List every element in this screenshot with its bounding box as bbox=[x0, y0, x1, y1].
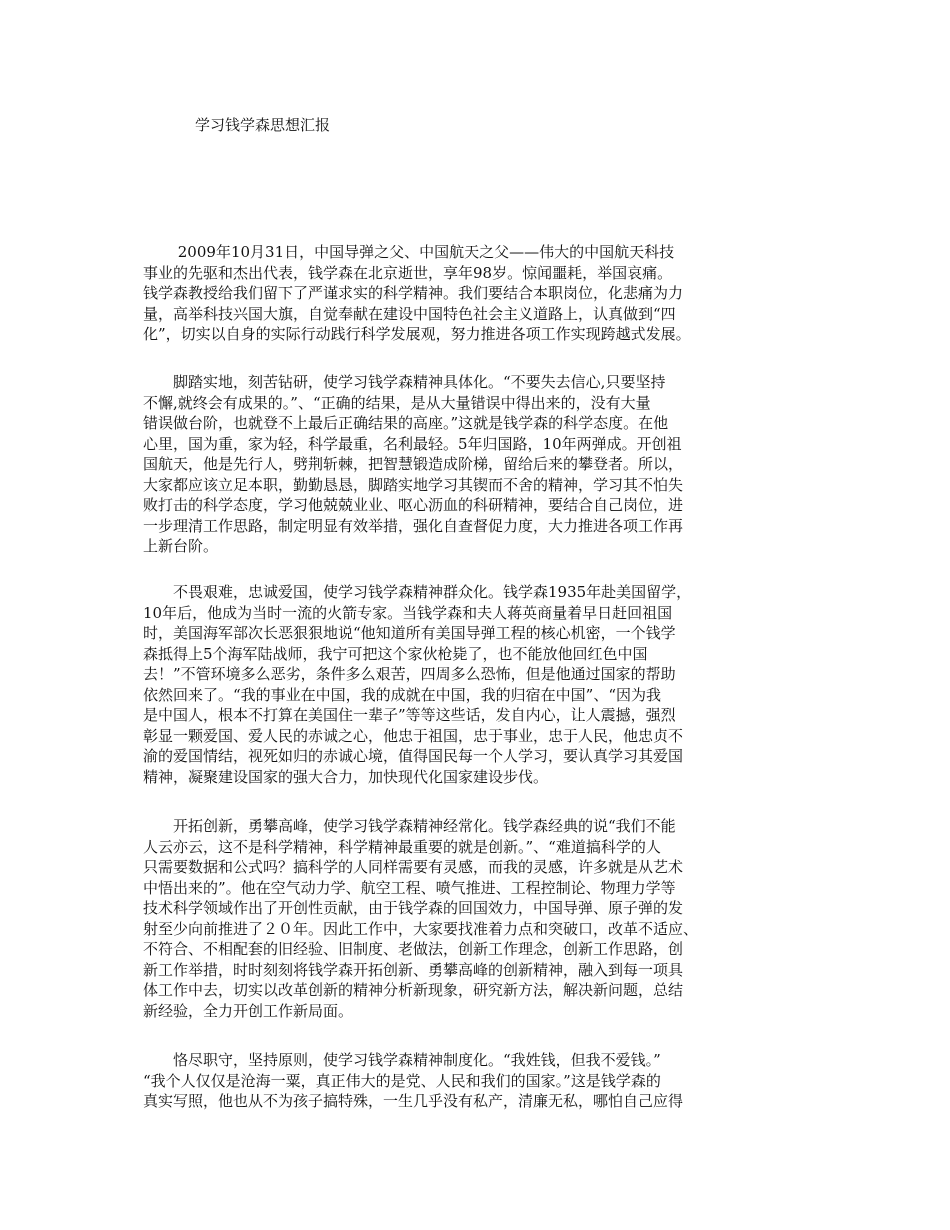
paragraph-patriotism bbox=[143, 582, 823, 787]
text-line: 钱学森教授给我们留下了严谨求实的科学精神。我们要结合本职岗位，化悲痛为力 bbox=[143, 284, 684, 302]
text-line: 量，高举科技兴国大旗，自觉奉献在建设中国特色社会主义道路上，认真做到“四 bbox=[143, 304, 676, 323]
text-line: 射至少向前推进了２０年。因此工作中，大家要找准着力点和突破口，改革不适应、 bbox=[143, 919, 699, 938]
text-line: 依然回来了。“我的事业在中国，我的成就在中国，我的归宿在中国”、“因为我 bbox=[143, 685, 662, 704]
text-line: 大家都应该立足本职，勤勤恳恳，脚踏实地学习其锲而不舍的精神，学习其不怕失 bbox=[143, 475, 684, 494]
text-line: 错误做台阶，也就登不上最后正确结果的高座。”这就是钱学森的科学态度。在他 bbox=[143, 414, 669, 432]
paragraph-innovation bbox=[143, 816, 823, 1021]
document-title: 学习钱学森思想汇报 bbox=[195, 116, 331, 134]
text-line: 败打击的科学态度，学习他兢兢业业、呕心沥血的科研精神，要结合自己岗位，进 bbox=[143, 496, 684, 514]
text-line: 恪尽职守，坚持原则，使学习钱学森精神制度化。“我姓钱，但我不爱钱。” bbox=[143, 1051, 661, 1069]
text-line: 新工作举措，时时刻刻将钱学森开拓创新、勇攀高峰的创新精神，融入到每一项具 bbox=[143, 960, 684, 979]
text-line: 中悟出来的”。他在空气动力学、航空工程、喷气推进、工程控制论、物理力学等 bbox=[143, 878, 676, 897]
text-line: “我个人仅仅是沧海一粟，真正伟大的是党、人民和我们的国家。”这是钱学森的 bbox=[143, 1071, 661, 1090]
text-line: 不符合、不相配套的旧经验、旧制度、老做法，创新工作理念，创新工作思路，创 bbox=[143, 940, 684, 958]
paragraph-intro bbox=[143, 242, 823, 345]
text-line: 真实写照，他也从不为孩子搞特殊，一生几乎没有私产，清廉无私，哪怕自己应得 bbox=[143, 1092, 684, 1110]
paragraph-integrity bbox=[143, 1050, 823, 1112]
text-line: 精神，凝聚建设国家的强大合力，加快现代化国家建设步伐。 bbox=[143, 767, 549, 786]
text-line: 只需要数据和公式吗？搞科学的人同样需要有灵感，而我的灵感，许多就是从艺术 bbox=[143, 858, 684, 876]
text-line: 体工作中去，切实以改革创新的精神分析新现象，研究新方法，解决新问题，总结 bbox=[143, 981, 684, 999]
text-line: 渝的爱国情结，视死如归的赤诚心境，值得国民每一个人学习，要认真学习其爱国 bbox=[143, 747, 684, 765]
text-line: 2009年10月31日，中国导弹之父、中国航天之父——伟大的中国航天科技 bbox=[143, 243, 675, 261]
text-line: 森抵得上5个海军陆战师，我宁可把这个家伙枪毙了，也不能放他回红色中国 bbox=[143, 644, 648, 663]
text-line: 人云亦云，这不是科学精神，科学精神最重要的就是创新。”、“难道搞科学的人 bbox=[143, 837, 661, 856]
text-line: 不懈,就终会有成果的。”、“正确的结果，是从大量错误中得出来的，没有大量 bbox=[143, 393, 651, 412]
text-line: 一步理清工作思路，制定明显有效举措，强化自查督促力度，大力推进各项工作再 bbox=[143, 516, 684, 535]
text-line: 是中国人，根本不打算在美国住一辈子”等等这些话，发自内心，让人震撼，强烈 bbox=[143, 706, 676, 724]
text-line: 脚踏实地，刻苦钻研，使学习钱学森精神具体化。“不要失去信心,只要坚持 bbox=[143, 373, 666, 391]
text-line: 事业的先驱和杰出代表，钱学森在北京逝世，享年98岁。惊闻噩耗，举国哀痛。 bbox=[143, 263, 673, 282]
text-line: 不畏艰难，忠诚爱国，使学习钱学森精神群众化。钱学森1935年赴美国留学， bbox=[143, 583, 692, 601]
paragraph-practical bbox=[143, 372, 823, 557]
text-line: 彰显一颗爱国、爱人民的赤诚之心，他忠于祖国，忠于事业，忠于人民，他忠贞不 bbox=[143, 726, 684, 745]
text-line: 技术科学领域作出了开创性贡献，由于钱学森的回国效力，中国导弹、原子弹的发 bbox=[143, 899, 684, 917]
text-line: 上新台阶。 bbox=[143, 537, 219, 555]
text-line: 化”，切实以自身的实际行动践行科学发展观，努力推进各项工作实现跨越式发展。 bbox=[143, 325, 691, 343]
text-line: 去！”不管环境多么恶劣，条件多么艰苦，四周多么恐怖，但是他通过国家的帮助 bbox=[143, 665, 676, 683]
text-line: 开拓创新，勇攀高峰，使学习钱学森精神经常化。钱学森经典的说“我们不能 bbox=[143, 817, 676, 835]
text-line: 10年后，他成为当时一流的火箭专家。当钱学森和夫人蒋英商量着早日赶回祖国 bbox=[143, 603, 673, 622]
text-line: 时，美国海军部次长恶狠狠地说“他知道所有美国导弹工程的核心机密，一个钱学 bbox=[143, 624, 676, 642]
text-line: 心里，国为重，家为轻，科学最重，名利最轻。5年归国路，10年两弹成。开创祖 bbox=[143, 434, 682, 453]
text-line: 国航天，他是先行人，劈荆斩棘，把智慧锻造成阶梯，留给后来的攀登者。所以， bbox=[143, 455, 684, 473]
text-line: 新经验，全力开创工作新局面。 bbox=[143, 1001, 354, 1020]
